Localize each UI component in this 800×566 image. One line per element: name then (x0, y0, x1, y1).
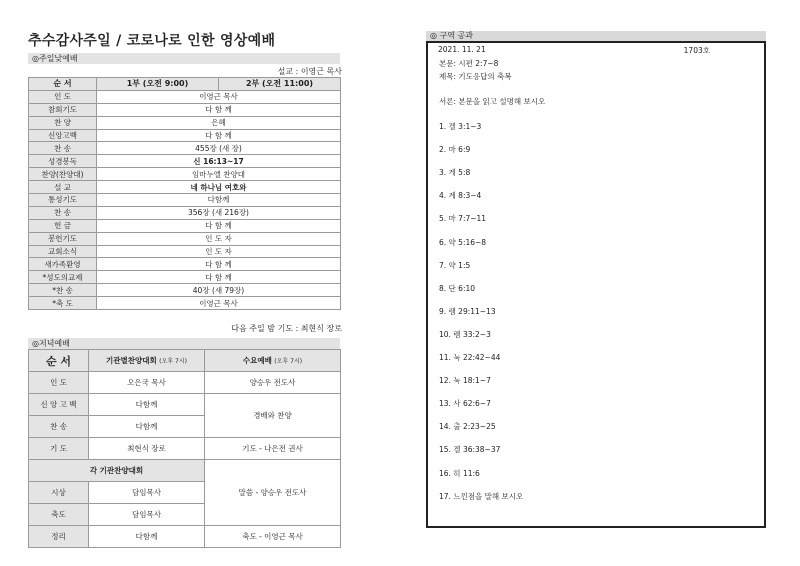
sunday-row (29, 129, 341, 142)
sunday-row-label: 헌 금 (29, 219, 97, 232)
sunday-row-label: 새가족환영 (29, 258, 97, 271)
lesson-item: 10. 렘 33:2~3 (439, 329, 491, 339)
lesson-issue: 1703호 (683, 46, 710, 55)
lesson-item: 4. 계 8:3~4 (439, 191, 482, 201)
sunday-row-label: 찬양(찬양대) (29, 168, 97, 181)
sunday-row (29, 245, 341, 258)
evening-row-label: 신 앙 고 백 (29, 394, 89, 416)
evening-row-label: 기 도 (29, 438, 89, 460)
sunday-row-value: 이영근 목사 (97, 90, 341, 103)
lesson-date-row (438, 45, 710, 54)
sunday-row-label: 참회기도 (29, 103, 97, 116)
evening-cell: 다함께 (89, 394, 205, 416)
sunday-preacher: 설교 : 이영근 목사 (277, 67, 342, 76)
evening-cell: 기도 - 나은전 권사 (205, 438, 341, 460)
evening-cell: 최현식 장로 (89, 438, 205, 460)
sunday-row-value: 다 함 께 (97, 103, 341, 116)
sunday-row-value: 다 함 께 (97, 258, 341, 271)
lesson-item: 16. 히 11:6 (439, 468, 480, 478)
sunday-order-table (28, 77, 341, 310)
evening-row-label: 인 도 (29, 372, 89, 394)
sunday-row-label: *찬 송 (29, 284, 97, 297)
sunday-row (29, 142, 341, 155)
team-praise-banner: 각 기관찬양대회 (29, 460, 205, 482)
sunday-row (29, 181, 341, 194)
sunday-row-label: 찬 송 (29, 206, 97, 219)
sunday-header-cell: 순 서 (29, 78, 97, 91)
sunday-row-value: 이영근 목사 (97, 297, 341, 310)
sunday-row (29, 271, 341, 284)
sunday-row-label: 통성기도 (29, 194, 97, 207)
page-title: 추수감사주일 / 코로나로 인한 영상예배 (28, 33, 276, 49)
sunday-row-label: 설 교 (29, 181, 97, 194)
next-prayer-note: 다음 주일 밤 기도 : 최현식 장로 (231, 324, 342, 333)
sunday-row (29, 219, 341, 232)
evening-cell: 담임목사 (89, 504, 205, 526)
evening-row-label: 정리 (29, 526, 89, 548)
district-lesson-box (426, 41, 766, 528)
lesson-item: 5. 마 7:7~11 (439, 214, 487, 224)
sunday-header-cell: 1부 (오전 9:00) (97, 78, 219, 91)
lesson-intro: 서론: 본문을 읽고 설명해 보시오 (439, 97, 546, 106)
evening-cell: 양승우 전도사 (205, 372, 341, 394)
sunday-section-header: ◎주일낮예배 (28, 53, 340, 64)
lesson-item: 17. 느낀점을 말해 보시오 (439, 491, 524, 501)
evening-cell: 다함께 (89, 526, 205, 548)
sunday-row-label: *성도의교제 (29, 271, 97, 284)
evening-cell: 다함께 (89, 416, 205, 438)
lesson-item: 6. 약 5:16~8 (439, 237, 487, 247)
lesson-item: 8. 단 6:10 (439, 283, 476, 293)
sunday-row-label: 성경봉독 (29, 155, 97, 168)
sunday-row-value: 다함께 (97, 194, 341, 207)
sunday-row-value: 다 함 께 (97, 129, 341, 142)
sunday-row (29, 284, 341, 297)
evening-col1-header: 기관별찬양대회 (오후 7시) (89, 350, 205, 372)
lesson-text: 본문: 시편 2:7~8 (439, 59, 499, 68)
sunday-row-label: 봉헌기도 (29, 232, 97, 245)
sunday-row-value: 455장 (새 장) (97, 142, 341, 155)
sunday-row-value: 은혜 (97, 116, 341, 129)
evening-row-label: 축도 (29, 504, 89, 526)
lesson-item: 15. 겔 36:38~37 (439, 445, 501, 455)
evening-cell: 오은국 목사 (89, 372, 205, 394)
district-lesson-header: ◎ 구역 공과 (426, 31, 766, 41)
lesson-item: 14. 출 2:23~25 (439, 422, 496, 432)
sunday-row-value: 네 하나님 여호와 (97, 181, 341, 194)
sunday-row (29, 103, 341, 116)
evening-row-label: 시상 (29, 482, 89, 504)
evening-section-header: ◎저녁예배 (28, 338, 340, 349)
lesson-item: 12. 눅 18:1~7 (439, 376, 491, 386)
sunday-row (29, 168, 341, 181)
evening-order-table (28, 349, 341, 548)
sunday-header-cell: 2부 (오전 11:00) (219, 78, 341, 91)
sunday-row (29, 258, 341, 271)
lesson-date: 2021. 11. 21 (438, 45, 486, 54)
lesson-item: 7. 약 1:5 (439, 260, 471, 270)
sermon-merged-cell: 말씀 - 양승우 전도사 (205, 460, 341, 526)
evening-cell: 담임목사 (89, 482, 205, 504)
sunday-row-value: 인 도 자 (97, 245, 341, 258)
evening-order-header: 순 서 (29, 350, 89, 372)
sunday-row (29, 232, 341, 245)
sunday-row (29, 206, 341, 219)
sunday-row (29, 297, 341, 310)
sunday-row-value: 다 함 께 (97, 219, 341, 232)
sunday-row-value: 다 함 께 (97, 271, 341, 284)
sunday-row-label: *축 도 (29, 297, 97, 310)
lesson-item: 13. 사 62:6~7 (439, 399, 491, 409)
sunday-row (29, 116, 341, 129)
sunday-row-value: 40장 (새 79장) (97, 284, 341, 297)
sunday-row-label: 교회소식 (29, 245, 97, 258)
lesson-subject: 제목: 기도응답의 축복 (439, 72, 512, 81)
lesson-item: 9. 렘 29:11~13 (439, 306, 496, 316)
evening-col2-header: 수요예배 (오후 7시) (205, 350, 341, 372)
praise-merged-cell: 경배와 찬양 (205, 394, 341, 438)
sunday-row-label: 찬 송 (29, 142, 97, 155)
lesson-item: 11. 눅 22:42~44 (439, 353, 501, 362)
sunday-row (29, 90, 341, 103)
sunday-row-value: 임마누엘 찬양대 (97, 168, 341, 181)
sunday-row-value: 신 16:13~17 (97, 155, 341, 168)
sunday-row (29, 194, 341, 207)
sunday-row-value: 356장 (새 216장) (97, 206, 341, 219)
sunday-row (29, 155, 341, 168)
evening-row-label: 찬 송 (29, 416, 89, 438)
sunday-row-label: 인 도 (29, 90, 97, 103)
sunday-row-label: 신앙고백 (29, 129, 97, 142)
sunday-row-value: 인 도 자 (97, 232, 341, 245)
lesson-item: 2. 마 6:9 (439, 145, 471, 155)
lesson-item: 1. 겔 3:1~3 (439, 122, 482, 131)
sunday-row-label: 찬 양 (29, 116, 97, 129)
evening-cell: 축도 - 이영근 목사 (205, 526, 341, 548)
lesson-item: 3. 게 5:8 (439, 168, 471, 178)
